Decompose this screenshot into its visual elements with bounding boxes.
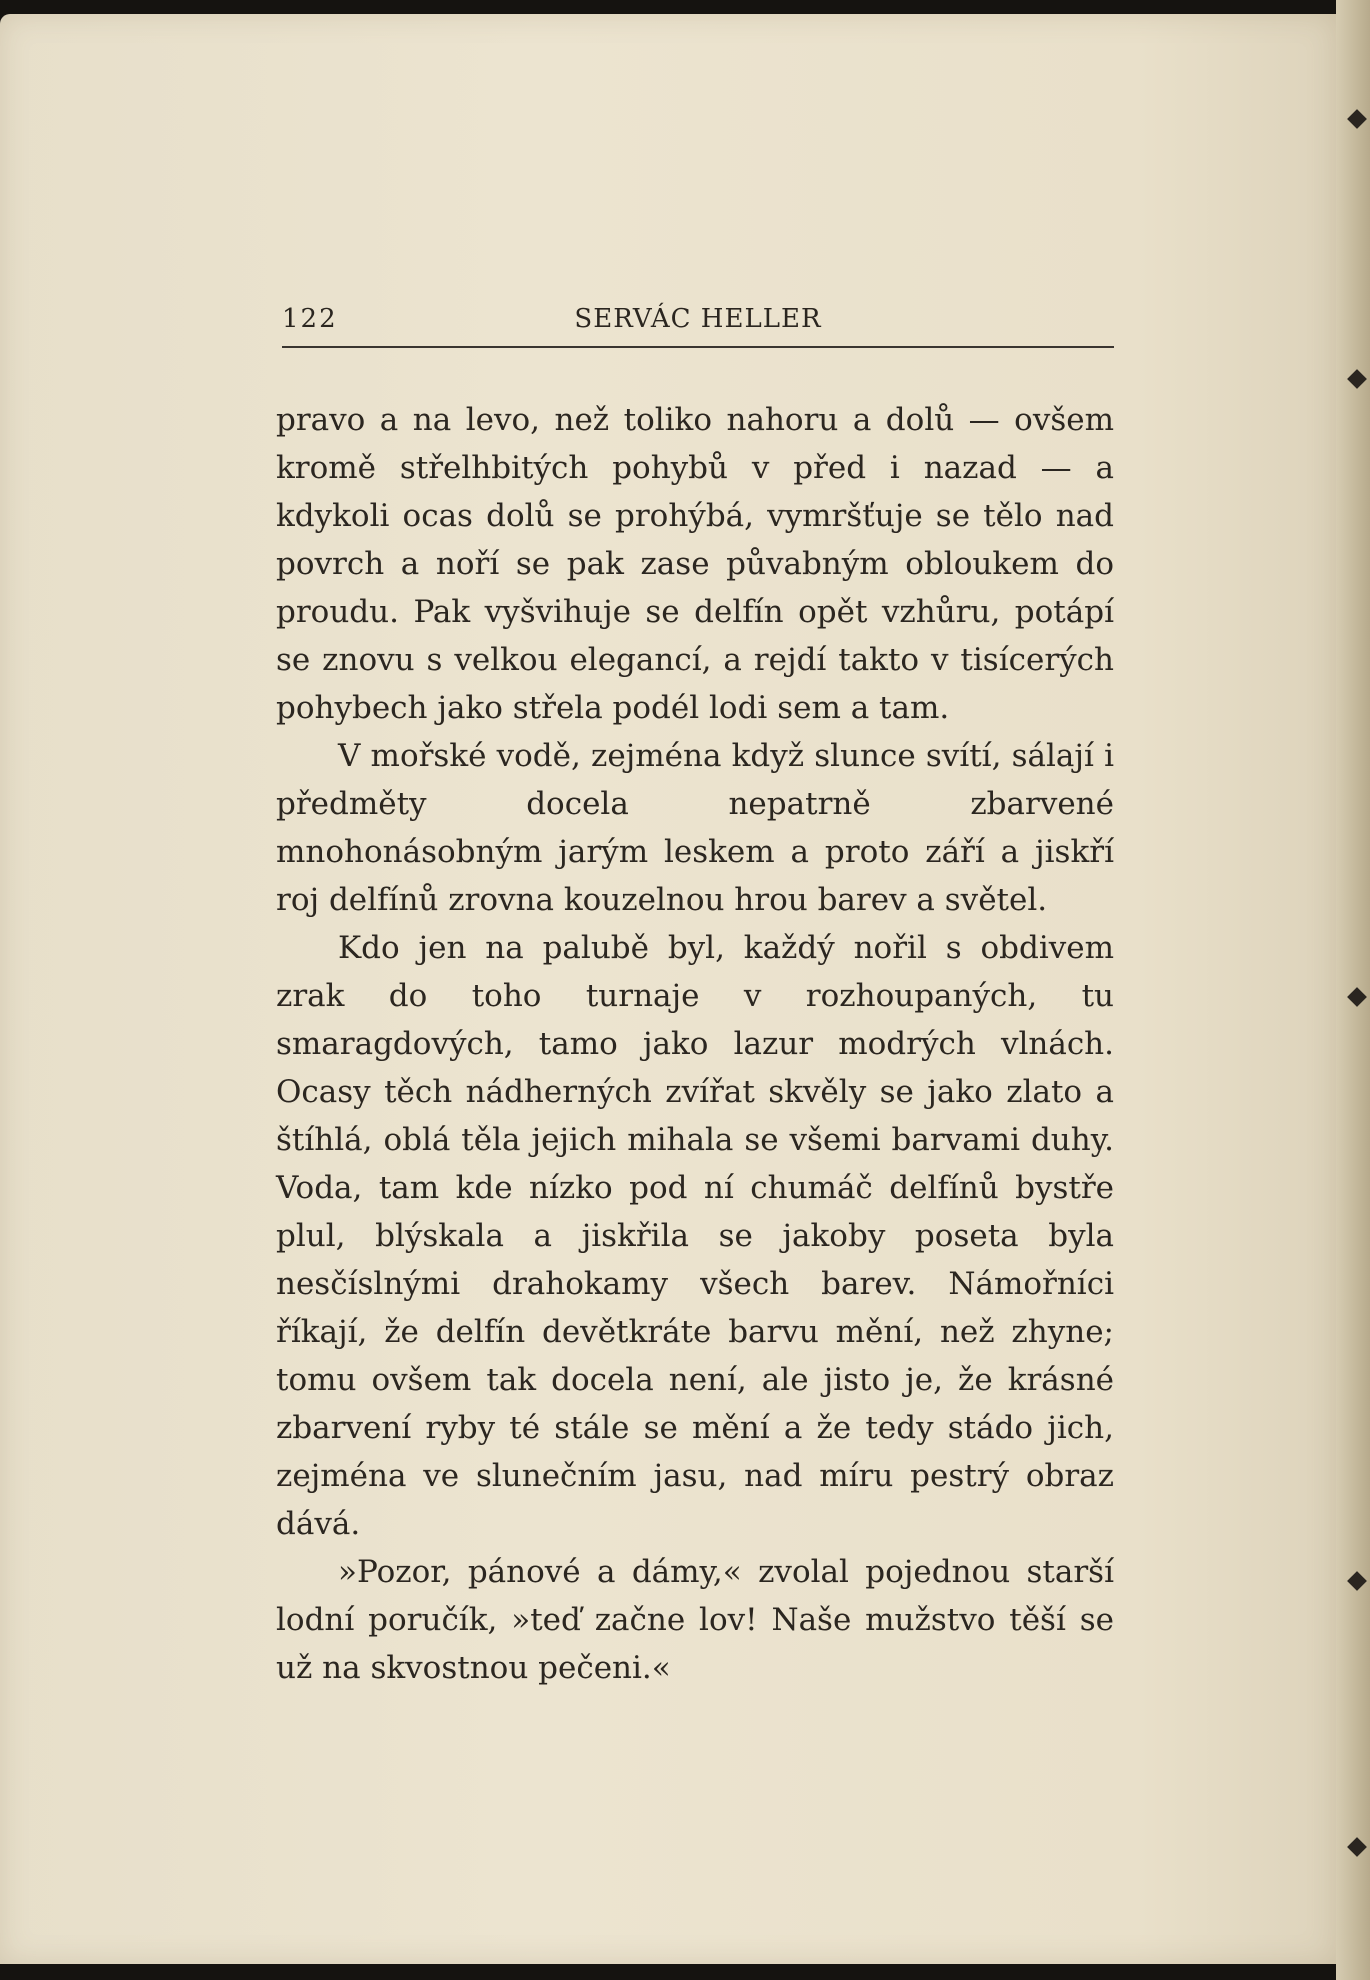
body-text	[276, 396, 1114, 1692]
paragraph: V mořské vodě, zejména když slunce svítí, sálají i předměty docela nepatrně zbarvené mnohonásobným jarým leskem a proto září a jiskří roj delfínů zrovna kouzelnou hrou barev a světel.	[276, 738, 1114, 918]
running-title: SERVÁC HELLER	[574, 304, 822, 334]
running-head	[282, 300, 1114, 348]
paragraph: »Pozor, pánové a dámy,« zvolal pojednou starší lodní poručík, »teď začne lov! Naše mužstvo těší se už na skvostnou pečeni.«	[276, 1554, 1114, 1686]
page-number: 122	[282, 304, 338, 334]
paragraph: Kdo jen na palubě byl, každý nořil s obdivem zrak do toho turnaje v rozhoupaných, tu smaragdových, tamo jako lazur modrých vlnách. Ocasy těch nádherných zvířat skvěly se jako zlato a štíhlá, oblá těla jejich mihala se všemi barvami duhy. Voda, tam kde nízko pod ní chumáč delfínů bystře plul, blýskala a jiskřila se jakoby poseta byla nesčíslnými drahokamy všech barev. Námořníci říkají, že delfín devětkráte barvu mění, než zhyne; tomu ovšem tak docela není, ale jisto je, že krásné zbarvení ryby té stále se mění a že tedy stádo jich, zejména ve slunečním jasu, nad míru pestrý obraz dává.	[276, 930, 1114, 1542]
paragraph: pravo a na levo, než toliko nahoru a dolů — ovšem kromě střelhbitých pohybů v před i nazad — a kdykoli ocas dolů se prohýbá, vymršťuje se tělo nad povrch a noří se pak zase půvabným obloukem do proudu. Pak vyšvihuje se delfín opět vzhůru, potápí se znovu s velkou elegancí, a rejdí takto v tisícerých pohybech jako střela podél lodi sem a tam.	[276, 402, 1114, 726]
